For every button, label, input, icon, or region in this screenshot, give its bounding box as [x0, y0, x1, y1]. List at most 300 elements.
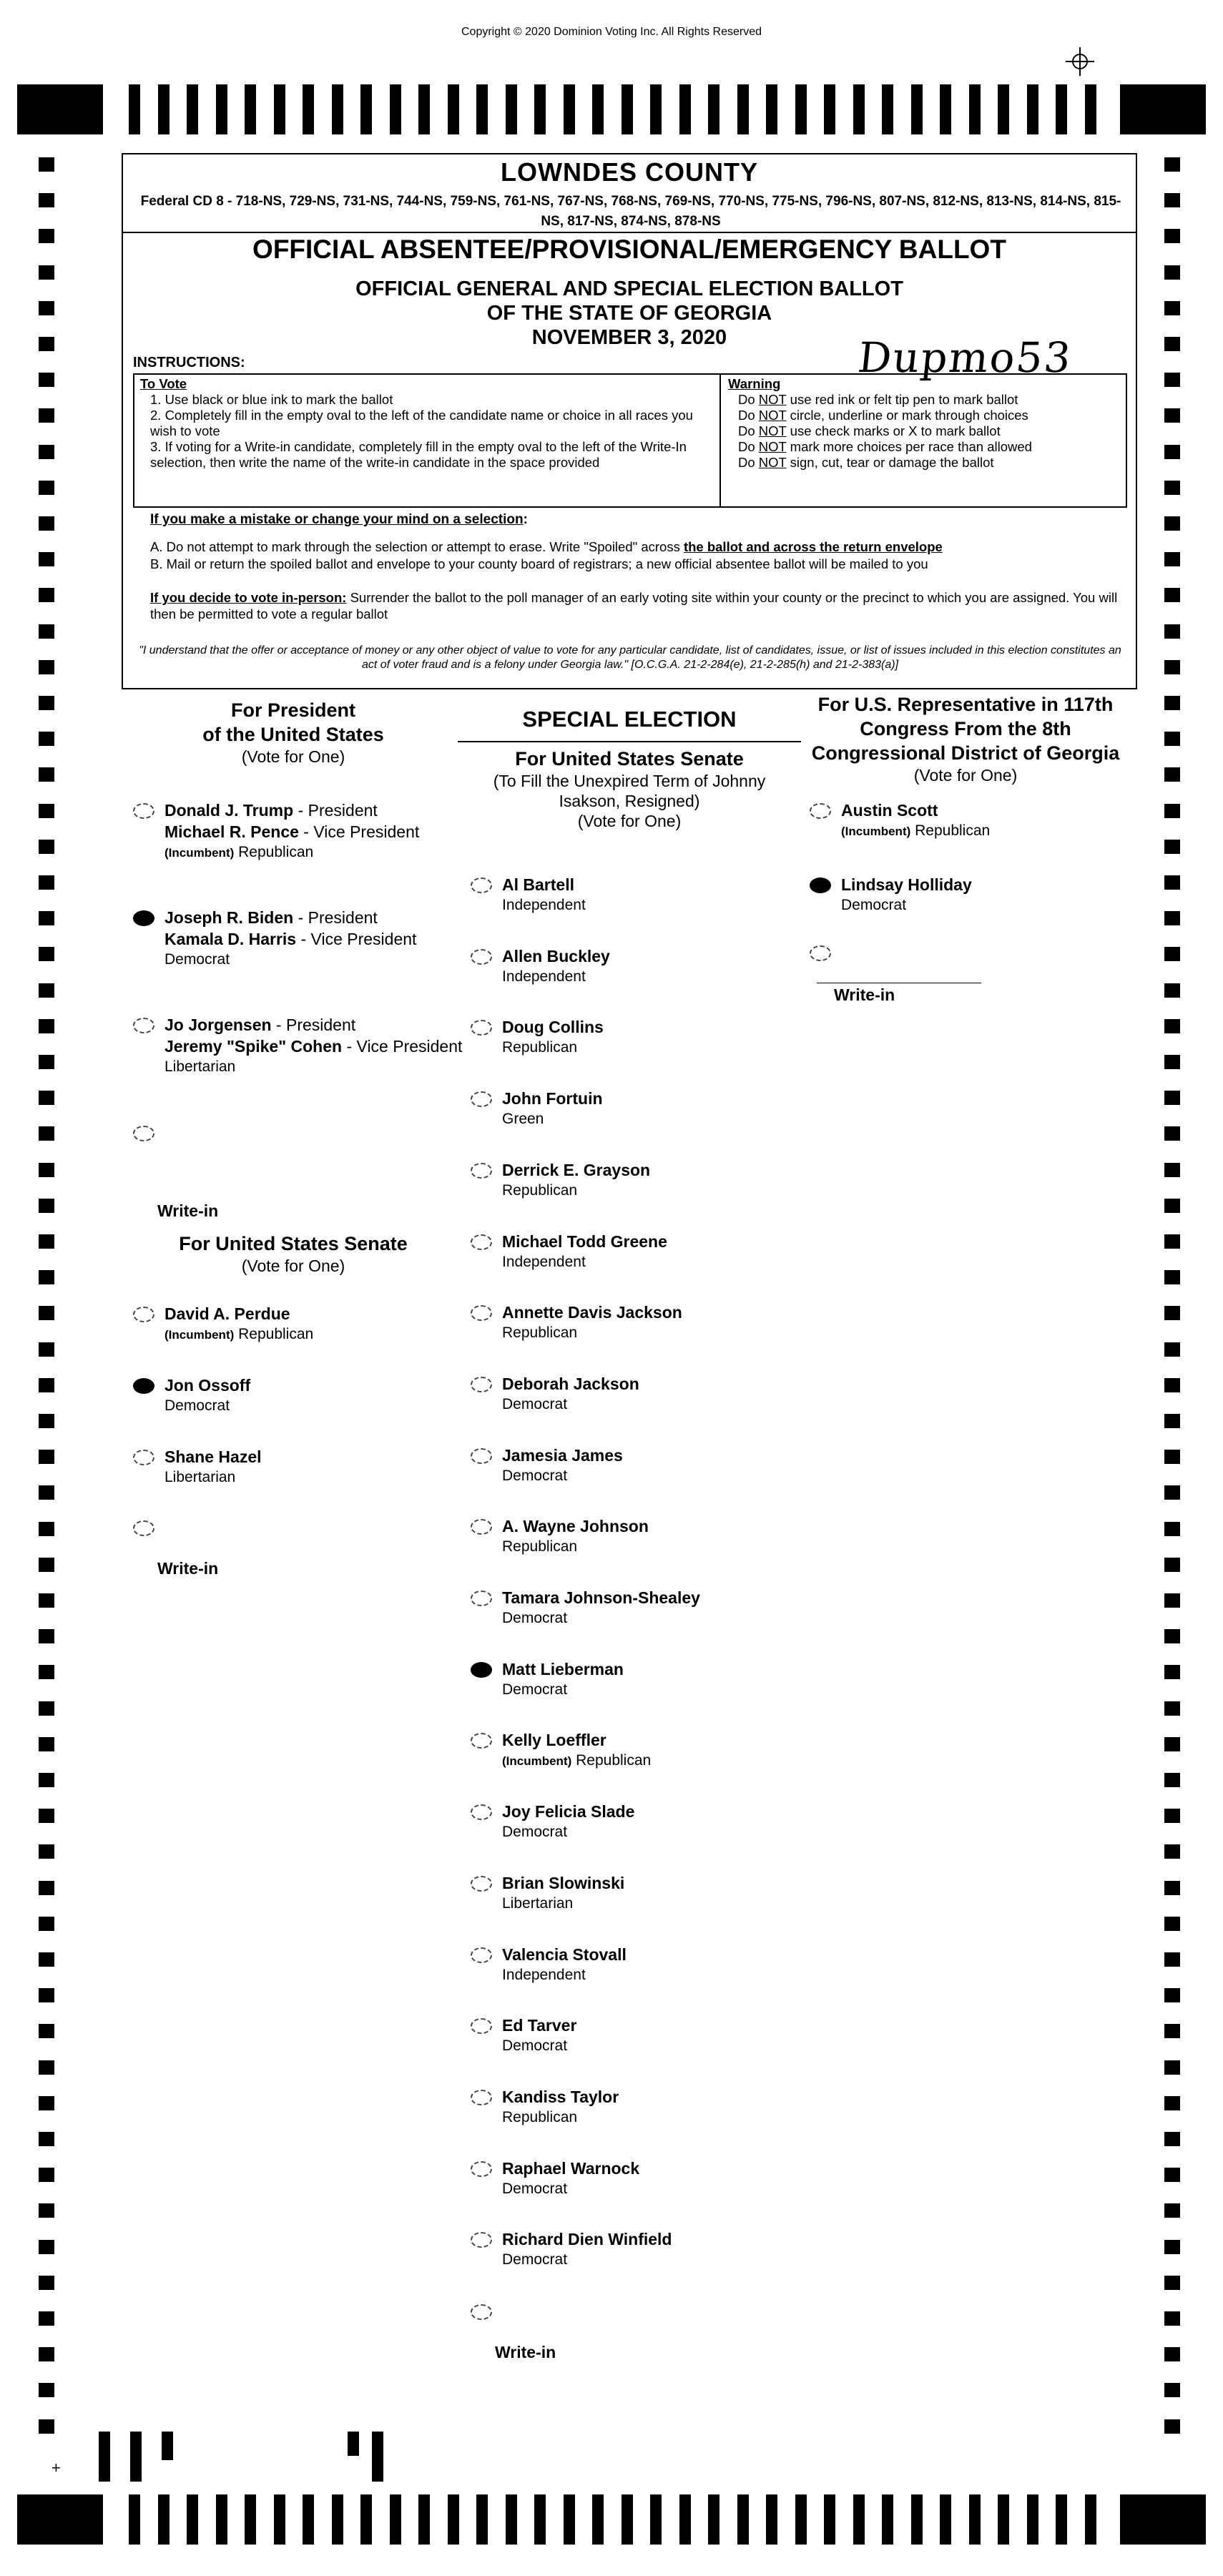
- timing-square: [1164, 2276, 1180, 2290]
- timing-bar: [418, 84, 430, 134]
- timing-square: [1164, 481, 1180, 495]
- warning-text: use red ink or felt tip pen to mark ballot: [786, 392, 1018, 407]
- contest-title: Congressional District of Georgia: [811, 742, 1120, 764]
- timing-bar: [998, 84, 1009, 134]
- warning-text: Do: [738, 455, 759, 470]
- timing-square: [39, 804, 54, 818]
- candidate-line: [841, 874, 972, 895]
- running-mate-name: Michael R. Pence: [164, 822, 299, 841]
- timing-bar: [882, 84, 893, 134]
- timing-square: [39, 373, 54, 387]
- vote-oval[interactable]: [471, 1020, 492, 1036]
- vote-oval[interactable]: [133, 1378, 154, 1394]
- candidate-line: [164, 907, 416, 928]
- candidate-party: Democrat: [502, 1395, 568, 1412]
- candidate-party-line: [502, 1038, 604, 1058]
- candidate-line: [502, 1872, 624, 1894]
- timing-bar: [969, 2494, 981, 2545]
- timing-square: [39, 1450, 54, 1464]
- timing-square: [39, 2132, 54, 2146]
- timing-square: [39, 911, 54, 925]
- candidate-party-line: [841, 895, 972, 915]
- timing-square: [39, 1917, 54, 1931]
- timing-bar: [274, 2494, 285, 2545]
- candidate-line: [164, 928, 416, 950]
- timing-square: [1164, 1485, 1180, 1500]
- candidate-line: [502, 2086, 619, 2108]
- candidate-party-line: [164, 1396, 250, 1416]
- timing-square: [39, 1091, 54, 1105]
- timing-square: [39, 1485, 54, 1500]
- vote-oval[interactable]: [471, 1163, 492, 1179]
- timing-square: [1164, 1126, 1180, 1141]
- write-in-oval[interactable]: [810, 945, 831, 961]
- vote-oval[interactable]: [810, 803, 831, 819]
- to-vote-heading: To Vote: [140, 376, 187, 391]
- candidate-name: Jo Jorgensen: [164, 1016, 272, 1034]
- candidate-line: [502, 1801, 634, 1822]
- candidate-party-line: [502, 1822, 634, 1842]
- timing-square: [39, 1737, 54, 1751]
- candidate-line: [502, 874, 586, 895]
- timing-bar: [1085, 2494, 1096, 2545]
- timing-bar: [622, 84, 633, 134]
- timing-square: [1164, 373, 1180, 387]
- special-divider: [458, 741, 801, 742]
- candidate-line: [841, 800, 990, 821]
- timing-square: [39, 2276, 54, 2290]
- timing-square: [39, 1378, 54, 1392]
- timing-bar: [911, 84, 923, 134]
- incumbent-label: (Incumbent): [841, 825, 911, 838]
- timing-square: [1164, 947, 1180, 961]
- vote-oval[interactable]: [471, 2161, 492, 2177]
- timing-bar: [476, 84, 488, 134]
- candidate-name: Austin Scott: [841, 801, 938, 820]
- vote-oval[interactable]: [133, 803, 154, 819]
- timing-square: [39, 2311, 54, 2326]
- timing-block: [17, 2494, 103, 2545]
- timing-bar: [911, 2494, 923, 2545]
- candidate-party-line: [502, 1537, 649, 1557]
- timing-bar: [448, 2494, 459, 2545]
- timing-square: [39, 588, 54, 602]
- timing-bar: [1056, 2494, 1067, 2545]
- candidate-line: [502, 1231, 667, 1252]
- candidate-name: Al Bartell: [502, 875, 574, 894]
- timing-block: [17, 84, 103, 134]
- timing-square: [39, 552, 54, 566]
- candidate-party: Democrat: [502, 2251, 568, 2268]
- vote-oval[interactable]: [471, 1448, 492, 1464]
- candidate-name: Derrick E. Grayson: [502, 1160, 651, 1179]
- timing-square: [39, 265, 54, 280]
- vote-oval[interactable]: [471, 2018, 492, 2034]
- timing-bar: [534, 84, 546, 134]
- candidate-party-line: [502, 1109, 603, 1129]
- timing-square: [1164, 2383, 1180, 2397]
- candidate-name: Annette Davis Jackson: [502, 1303, 682, 1322]
- write-in-oval[interactable]: [133, 1126, 154, 1141]
- running-mate-role: - Vice President: [298, 822, 420, 841]
- timing-bar: [853, 2494, 865, 2545]
- header-divider: [123, 232, 1136, 233]
- candidate-party-line: [502, 1395, 639, 1415]
- candidate-line: [164, 1014, 462, 1036]
- timing-bar: [1085, 84, 1096, 134]
- timing-bar: [390, 84, 401, 134]
- timing-square: [39, 983, 54, 998]
- candidate-name: Joy Felicia Slade: [502, 1802, 635, 1822]
- timing-square: [39, 1055, 54, 1069]
- candidate-party-line: [164, 950, 416, 970]
- candidate-party: Independent: [502, 968, 586, 985]
- vote-oval[interactable]: [133, 1307, 154, 1322]
- timing-square: [39, 516, 54, 531]
- timing-bar: [274, 84, 285, 134]
- timing-square: [39, 2168, 54, 2182]
- timing-bar: [216, 2494, 227, 2545]
- timing-bar: [882, 2494, 893, 2545]
- candidate-party: Republican: [502, 1181, 578, 1199]
- timing-square: [39, 1629, 54, 1643]
- timing-square: [1164, 1019, 1180, 1033]
- warning-not: NOT: [758, 392, 787, 407]
- timing-bar: [448, 84, 459, 134]
- timing-square: [1164, 1378, 1180, 1392]
- timing-square: [1164, 445, 1180, 459]
- candidate-party-line: [502, 2250, 672, 2270]
- timing-square: [1164, 229, 1180, 243]
- incumbent-label: (Incumbent): [164, 1328, 235, 1342]
- candidate-party: Republican: [571, 1752, 652, 1769]
- candidate-party-line: [502, 1252, 667, 1272]
- candidate-entry: [502, 1729, 651, 1771]
- timing-square: [1164, 2347, 1180, 2361]
- candidate-name: Matt Lieberman: [502, 1659, 624, 1678]
- vote-for-note: (Vote for One): [241, 1257, 345, 1275]
- candidate-entry: [841, 874, 972, 915]
- candidate-party-line: [502, 2108, 619, 2128]
- timing-square: [1164, 767, 1180, 782]
- in-person-instructions: If you decide to vote in-person: Surrender the ballot to the poll manager of an early voting site within your county or the precinct to which you are assigned. You will then be permitted to vote a regular ballot: [150, 590, 1118, 621]
- timing-square: [1164, 337, 1180, 351]
- timing-square: [1164, 1199, 1180, 1213]
- candidate-line: [502, 1587, 700, 1608]
- timing-square: [39, 1199, 54, 1213]
- candidate-line: [164, 821, 419, 842]
- warning-text: use check marks or X to mark ballot: [786, 423, 1001, 438]
- candidate-entry: [502, 1445, 623, 1486]
- timing-square: [1164, 1163, 1180, 1177]
- candidate-name: Jon Ossoff: [164, 1376, 251, 1395]
- candidate-entry: [502, 1658, 624, 1700]
- contest-title: For U.S. Representative in 117th: [817, 694, 1114, 715]
- timing-block: [1120, 84, 1206, 134]
- timing-square: [1164, 2419, 1180, 2434]
- candidate-party-line: [502, 1323, 682, 1343]
- timing-square: [39, 1773, 54, 1787]
- timing-square: [39, 1881, 54, 1895]
- candidate-party: Republican: [502, 1324, 578, 1342]
- timing-square: [39, 875, 54, 890]
- timing-square: [1164, 732, 1180, 746]
- timing-square: [1164, 2240, 1180, 2254]
- candidate-entry: [502, 2158, 639, 2199]
- running-mate-name: Kamala D. Harris: [164, 930, 297, 948]
- candidate-party-line: [164, 1324, 313, 1345]
- timing-square: [1164, 301, 1180, 315]
- candidate-line: [502, 2228, 672, 2250]
- warning-text: sign, cut, tear or damage the ballot: [786, 455, 994, 470]
- contest-title: of the United States: [202, 724, 384, 745]
- candidate-party: Democrat: [841, 897, 907, 913]
- candidate-party-line: [841, 821, 990, 842]
- timing-square: [39, 696, 54, 710]
- timing-bar: [360, 84, 372, 134]
- candidate-line: [502, 1658, 624, 1680]
- timing-bar: [534, 2494, 546, 2545]
- timing-bar: [216, 84, 227, 134]
- timing-square: [39, 1665, 54, 1679]
- timing-square: [39, 481, 54, 495]
- vote-oval[interactable]: [471, 1091, 492, 1107]
- candidate-line: [164, 1375, 250, 1396]
- write-in-label: Write-in: [834, 985, 895, 1004]
- candidate-entry: [502, 1159, 650, 1201]
- vote-oval[interactable]: [133, 1450, 154, 1465]
- candidate-entry: [502, 1373, 639, 1415]
- vote-oval[interactable]: [133, 910, 154, 926]
- timing-square: [1164, 983, 1180, 998]
- candidate-entry: [164, 1446, 262, 1488]
- timing-bar: [1027, 84, 1038, 134]
- write-in-oval[interactable]: [471, 2304, 492, 2320]
- candidate-role: - President: [271, 1016, 356, 1034]
- timing-bar: [795, 2494, 807, 2545]
- timing-square: [1164, 588, 1180, 602]
- incumbent-label: (Incumbent): [502, 1754, 572, 1769]
- timing-block: [1120, 2494, 1206, 2545]
- vote-oval[interactable]: [471, 877, 492, 893]
- candidate-party-line: [502, 895, 586, 915]
- vote-oval[interactable]: [471, 1804, 492, 1820]
- candidate-name: Raphael Warnock: [502, 2158, 640, 2178]
- timing-square: [1164, 840, 1180, 854]
- special-election-heading: SPECIAL ELECTION: [522, 707, 737, 732]
- timing-square: [39, 1163, 54, 1177]
- candidate-name: Ed Tarver: [502, 2016, 577, 2035]
- candidate-line: [502, 1088, 603, 1109]
- mistake-step-a: A. Do not attempt to mark through the selection or attempt to erase. Write "Spoiled" across the ballot and across the return envelope: [150, 539, 943, 554]
- candidate-entry: [502, 945, 610, 987]
- mistake-step-b: B. Mail or return the spoiled ballot and envelope to your county board of registrars; a new official absentee ballot will be mailed to you: [150, 556, 928, 571]
- candidate-line: [164, 800, 419, 821]
- timing-square: [39, 1019, 54, 1033]
- mistake-heading: If you make a mistake or change your mind on a selection:: [150, 512, 528, 527]
- timing-square: [39, 2024, 54, 2038]
- candidate-party-line: [502, 1965, 627, 1985]
- timing-square: [1164, 1234, 1180, 1249]
- vote-oval[interactable]: [471, 1876, 492, 1892]
- timing-bar: [418, 2494, 430, 2545]
- candidate-entry: [164, 1014, 462, 1077]
- warning-heading: Warning: [728, 376, 781, 391]
- senate-contest-header: [150, 1232, 436, 1276]
- to-vote-instructions: [134, 375, 721, 506]
- vote-oval[interactable]: [471, 1234, 492, 1250]
- vote-oval[interactable]: [471, 1662, 492, 1678]
- candidate-party: Democrat: [502, 2180, 568, 2197]
- candidate-party-line: [164, 1057, 462, 1077]
- timing-square: [1164, 1701, 1180, 1716]
- timing-bar: [824, 84, 835, 134]
- candidate-line: [502, 2158, 639, 2179]
- candidate-party: Republican: [502, 2108, 578, 2125]
- contest-title: Congress From the 8th: [860, 718, 1071, 739]
- timing-bar: [476, 2494, 488, 2545]
- running-mate-role: - Vice President: [296, 930, 417, 948]
- timing-square: [1164, 696, 1180, 710]
- candidate-party: Democrat: [164, 1397, 230, 1414]
- candidate-line: [502, 1515, 649, 1537]
- president-contest-header: [150, 698, 436, 767]
- timing-square: [1164, 1091, 1180, 1105]
- timing-square: [1164, 193, 1180, 207]
- timing-square: [1164, 1809, 1180, 1823]
- candidate-entry: [502, 1302, 682, 1343]
- timing-square: [1164, 1629, 1180, 1643]
- candidate-party: Independent: [502, 1253, 586, 1270]
- timing-square: [39, 193, 54, 207]
- timing-bar: [708, 2494, 719, 2545]
- timing-bar: [940, 2494, 951, 2545]
- timing-square: [1164, 1342, 1180, 1357]
- vote-oval[interactable]: [471, 2090, 492, 2105]
- contest-title: For United States Senate: [515, 748, 744, 770]
- contest-note: Isakson, Resigned): [559, 792, 700, 810]
- candidate-line: [502, 1016, 604, 1038]
- district-list: Federal CD 8 - 718-NS, 729-NS, 731-NS, 744-NS, 759-NS, 761-NS, 767-NS, 768-NS, 769-NS, 770-NS, 775-NS, 796-NS, 807-NS, 812-NS, 813-NS, 814-NS, 815-NS, 817-NS, 874-NS, 878-NS: [140, 194, 1121, 229]
- candidate-party-line: [502, 967, 610, 987]
- timing-bar: [998, 2494, 1009, 2545]
- vote-oval[interactable]: [471, 1377, 492, 1392]
- timing-square: [39, 2060, 54, 2075]
- vote-oval[interactable]: [810, 877, 831, 893]
- plus-mark: +: [51, 2459, 61, 2477]
- timing-square: [1164, 2096, 1180, 2110]
- timing-square: [39, 624, 54, 639]
- timing-square: [1164, 408, 1180, 423]
- timing-bar: [795, 84, 807, 134]
- vote-oval[interactable]: [471, 1733, 492, 1749]
- timing-square: [39, 157, 54, 172]
- candidate-name: Richard Dien Winfield: [502, 2230, 672, 2249]
- candidate-entry: [502, 1515, 649, 1557]
- ballot-header: [122, 153, 1137, 689]
- warning-item: [738, 408, 1117, 423]
- candidate-party-line: [502, 1894, 624, 1914]
- vote-oval[interactable]: [471, 2232, 492, 2248]
- candidate-name: Valencia Stovall: [502, 1945, 627, 1964]
- vote-oval[interactable]: [133, 1018, 154, 1033]
- timing-square: [1164, 1988, 1180, 2002]
- candidate-party: Democrat: [502, 2037, 568, 2055]
- timing-square: [39, 732, 54, 746]
- candidate-name: Deborah Jackson: [502, 1374, 639, 1393]
- timing-square: [1164, 2168, 1180, 2182]
- timing-bar: [1027, 2494, 1038, 2545]
- timing-square: [39, 1701, 54, 1716]
- candidate-name: Kandiss Taylor: [502, 2087, 619, 2106]
- instructions-label: INSTRUCTIONS:: [133, 355, 245, 370]
- timing-square: [1164, 660, 1180, 674]
- candidate-entry: [502, 874, 586, 915]
- timing-bar: [1056, 84, 1067, 134]
- timing-square: [39, 337, 54, 351]
- candidate-party: Republican: [910, 822, 991, 839]
- candidate-party: Democrat: [502, 1610, 568, 1626]
- candidate-party-line: [164, 1468, 262, 1488]
- timing-square: [1164, 2311, 1180, 2326]
- candidate-line: [502, 2015, 576, 2036]
- timing-square: [39, 1988, 54, 2002]
- ballot-subtitle-1: OFFICIAL GENERAL AND SPECIAL ELECTION BALLOT: [355, 277, 903, 300]
- timing-square: [1164, 1055, 1180, 1069]
- instruction-item: 1. Use black or blue ink to mark the ballot: [150, 392, 393, 407]
- candidate-line: [164, 1446, 262, 1468]
- timing-bar: [158, 84, 170, 134]
- timing-square: [39, 947, 54, 961]
- timing-square: [1164, 1522, 1180, 1536]
- warning-not: NOT: [758, 455, 787, 470]
- vote-oval[interactable]: [471, 1305, 492, 1321]
- timing-square: [39, 2383, 54, 2397]
- candidate-name: Jamesia James: [502, 1445, 623, 1465]
- timing-square: [39, 1414, 54, 1428]
- candidate-name: Lindsay Holliday: [841, 875, 972, 894]
- candidate-line: [502, 945, 610, 967]
- candidate-party: Democrat: [502, 1824, 568, 1841]
- candidate-party-line: [502, 1608, 700, 1628]
- timing-square: [1164, 157, 1180, 172]
- vote-oval[interactable]: [471, 1519, 492, 1535]
- timing-bar: [592, 2494, 604, 2545]
- candidate-entry: [502, 2086, 619, 2128]
- timing-square: [1164, 1737, 1180, 1751]
- timing-square: [39, 1126, 54, 1141]
- vote-oval[interactable]: [471, 1591, 492, 1606]
- vote-oval[interactable]: [471, 1947, 492, 1963]
- running-mate-name: Jeremy "Spike" Cohen: [164, 1037, 343, 1056]
- candidate-party-line: [502, 2179, 639, 2199]
- timing-square: [1164, 875, 1180, 890]
- warning-text: Do: [738, 408, 759, 423]
- write-in-oval[interactable]: [133, 1520, 154, 1536]
- candidate-entry: [164, 1375, 250, 1416]
- timing-square: [39, 2240, 54, 2254]
- running-mate-role: - Vice President: [342, 1037, 463, 1056]
- candidate-name: A. Wayne Johnson: [502, 1517, 649, 1536]
- warning-not: NOT: [758, 408, 787, 423]
- timing-square: [1164, 516, 1180, 531]
- timing-bar: [969, 84, 981, 134]
- timing-bar: [390, 2494, 401, 2545]
- candidate-party: Republican: [502, 1039, 578, 1056]
- vote-oval[interactable]: [471, 949, 492, 965]
- timing-bar: [245, 2494, 256, 2545]
- timing-bar: [245, 84, 256, 134]
